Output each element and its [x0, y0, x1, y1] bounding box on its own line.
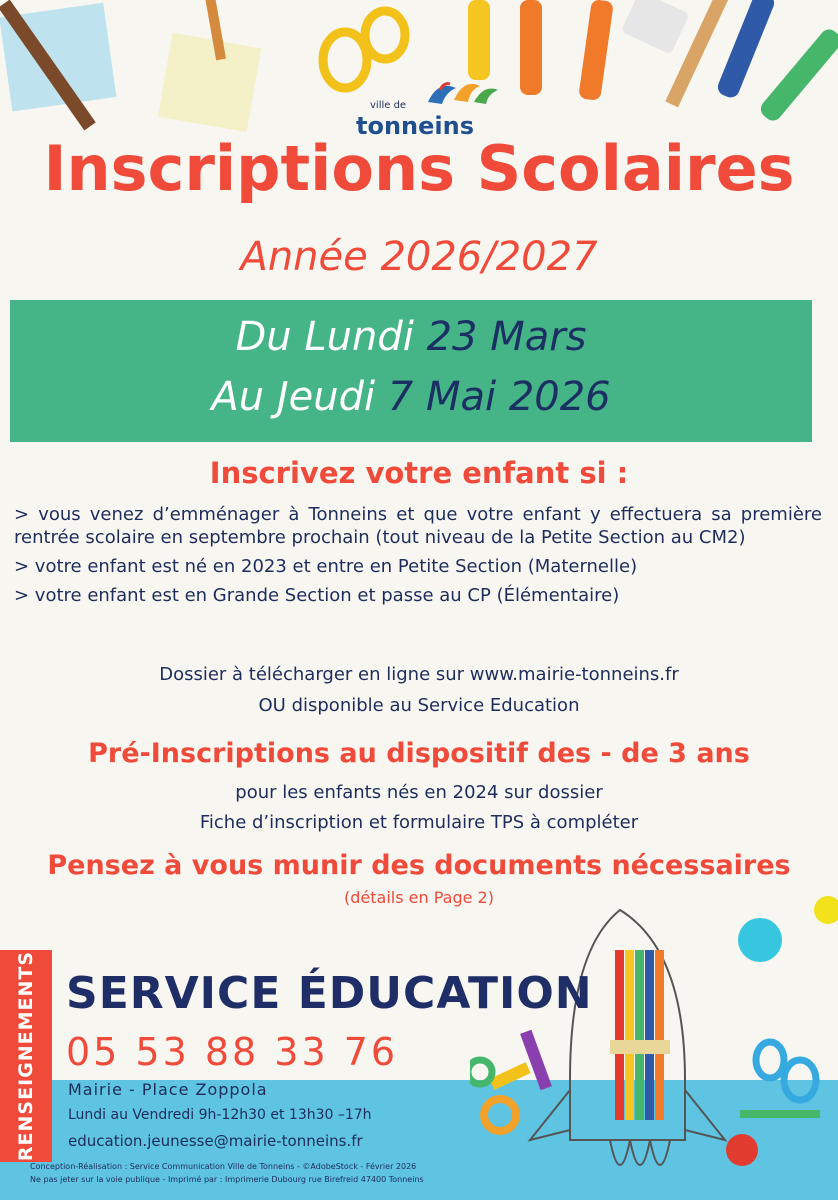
dates-line-end	[10, 374, 812, 420]
credits-line-2: Ne pas jeter sur la voie publique - Imprimé par : Imprimerie Dubourg rue Birefreid 47400 Tonneins	[30, 1175, 424, 1184]
documents-details-note: (détails en Page 2)	[344, 888, 494, 907]
dates-banner	[10, 300, 812, 442]
preinscriptions-line-1: pour les enfants nés en 2024 sur dossier	[235, 782, 603, 803]
opening-hours: Lundi au Vendredi 9h-12h30 et 13h30 –17h	[68, 1107, 372, 1123]
logo-swirl-icon	[418, 78, 500, 108]
preinscriptions-line-2: Fiche d’inscription et formulaire TPS à compléter	[199, 812, 639, 833]
school-year: Année 2026/2027	[240, 234, 598, 280]
preinscriptions-heading: Pré-Inscriptions au dispositif des - de 3 ans	[88, 738, 750, 769]
criteria-item: > votre enfant est en Grande Section et passe au CP (Élémentaire)	[14, 585, 620, 606]
documents-reminder-heading: Pensez à vous munir des documents nécessaires	[47, 850, 791, 881]
page-title: Inscriptions Scolaires	[43, 132, 795, 205]
criteria-list	[14, 503, 822, 613]
start-prefix: Du Lundi	[235, 314, 427, 360]
logo-small-text: ville de	[370, 100, 407, 111]
start-date: 23 Mars	[426, 314, 587, 360]
address-text: Mairie - Place Zoppola	[68, 1080, 268, 1099]
dossier-download-text: Dossier à télécharger en ligne sur www.mairie-tonneins.fr	[159, 664, 679, 685]
end-prefix: Au Jeudi	[211, 374, 388, 420]
credits-line-1: Conception-Réalisation : Service Communication Ville de Tonneins - ©AdobeStock - Février 2026	[30, 1162, 417, 1171]
renseignements-label: RENSEIGNEMENTS	[15, 950, 37, 1162]
logo-main-text: tonneins	[356, 112, 475, 140]
criteria-item: > votre enfant est né en 2023 et entre en Petite Section (Maternelle)	[14, 556, 638, 577]
criteria-heading: Inscrivez votre enfant si :	[209, 456, 629, 490]
phone-number[interactable]: 05 53 88 33 76	[66, 1030, 399, 1074]
email-link[interactable]: education.jeunesse@mairie-tonneins.fr	[68, 1132, 363, 1150]
end-date: 7 Mai 2026	[387, 374, 611, 420]
city-logo	[356, 78, 506, 140]
criteria-item: > vous venez d’emménager à Tonneins et que votre enfant y effectuera sa première rentrée scolaire en septembre prochain (tout niveau de la Petite Section au CM2)	[14, 504, 822, 548]
rocket-supplies-illustration	[470, 890, 838, 1200]
service-name: SERVICE ÉDUCATION	[66, 968, 593, 1019]
renseignements-sidebar	[0, 950, 52, 1162]
dossier-alternative-text: OU disponible au Service Education	[258, 695, 580, 716]
dates-line-start	[10, 314, 812, 360]
